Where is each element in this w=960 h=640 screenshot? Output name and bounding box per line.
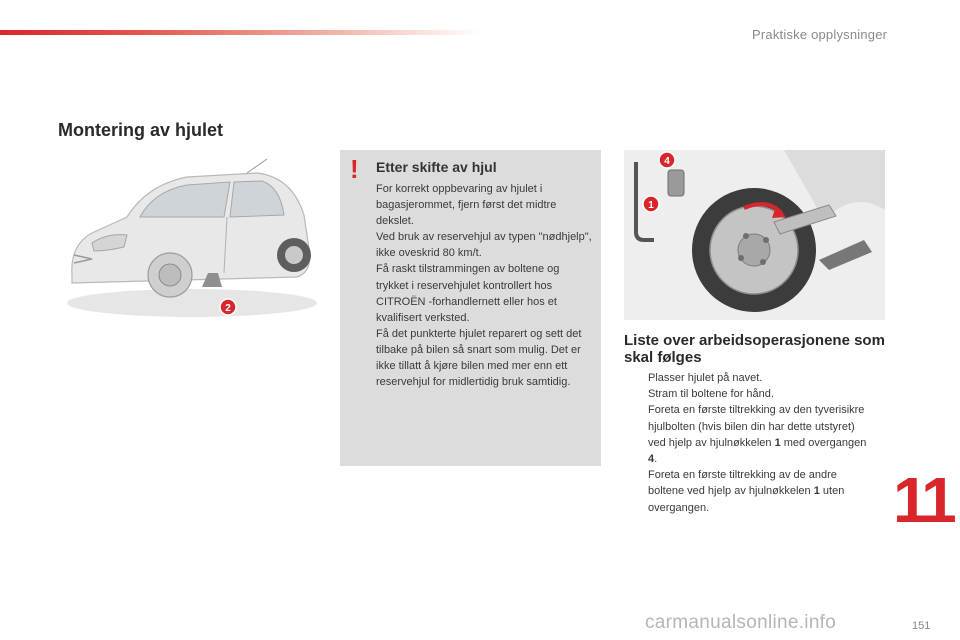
wheel-drawing [624,150,885,320]
watermark: carmanualsonline.info [645,612,837,633]
warning-paragraph: Ved bruk av reservehjul av typen "nødhjelp", ikke oveskrid 80 km/t. [376,231,592,260]
warning-paragraph: For korrekt oppbevaring av hjulet i bagasjerommet, fjern først det midtre dekslet. [376,183,557,228]
warning-paragraph: Få det punkterte hjulet reparert og sett det tilbake på bilen så snart som mulig. Det er ikke tillatt å kjøre bilen med mer enn ett reservehjul for midlertidig bruk samtidig. [376,327,582,389]
callout-2: 2 [225,303,231,314]
list-item [624,467,874,516]
operations-list [624,370,874,516]
step-text: Plasser hjulet på navet. [648,372,763,384]
chapter-number: 11 [893,464,953,536]
step-text: . [654,453,658,466]
operations-heading: Liste over arbeidsoperasjonene som skal følges [624,332,885,366]
warning-title: Etter skifte av hjul [376,159,497,175]
wheel-illustration [624,150,885,320]
callout-4: 4 [664,156,670,167]
step-text: Foreta en første tiltrekking av den tyverisikre hjulbolten (hvis bilen din har dette utstyret) ved hjelp av hjulnøkkelen [648,404,865,449]
list-item [624,370,874,386]
page-number: 151 [912,620,931,632]
page-heading: Montering av hjulet [58,120,224,140]
header-accent-bar [0,30,480,35]
step-text: Foreta en første tiltrekking av de andre boltene ved hjelp av hjulnøkkelen [648,469,837,498]
list-item [624,386,874,402]
step-text: Stram til boltene for hånd. [648,388,774,401]
step-text: med overgangen [780,436,867,449]
warning-text [376,181,592,390]
warning-icon: ! [350,154,359,184]
step-text: uten overgangen. [648,485,845,514]
warning-box [340,150,601,466]
step-ref: 1 [774,436,781,449]
step-ref: 4 [648,453,655,466]
list-item [624,402,874,467]
callout-1: 1 [648,200,654,211]
section-title: Praktiske opplysninger [752,27,888,42]
car-illustration [52,155,317,330]
step-ref: 1 [813,485,820,498]
warning-paragraph: Få raskt tilstrammingen av boltene og trykket i reservehjulet kontrollert hos CITROËN -forhandlernett eller hos et kvalifisert verksted. [376,263,560,324]
